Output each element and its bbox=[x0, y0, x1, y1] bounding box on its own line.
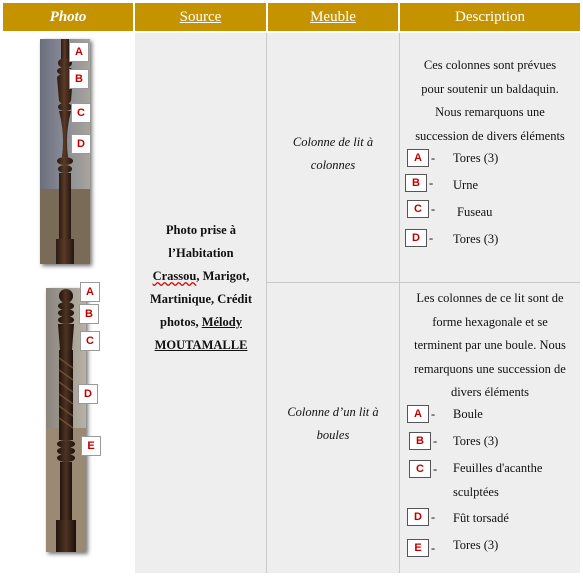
letter-label: B bbox=[409, 432, 431, 450]
meuble-name-1: Colonne de lit à colonnes bbox=[292, 135, 374, 172]
item-text: Fût torsadé bbox=[453, 511, 509, 525]
header-meuble: Meuble bbox=[268, 3, 398, 31]
photo-label: C bbox=[71, 103, 91, 123]
item-text: Tores (3) bbox=[453, 232, 499, 246]
source-text: Photo prise à l’Habitation Crassou, Marigot, Martinique, Crédit photos, Mélody MOUTAMALLE bbox=[149, 223, 253, 352]
item-text: Tores (3) bbox=[453, 538, 499, 552]
meuble-name-2: Colonne d’un lit à boules bbox=[287, 405, 379, 442]
item-text: Feuilles d'acanthe sculptées bbox=[453, 461, 543, 499]
list-item: B - bbox=[405, 174, 437, 192]
description-intro-1: Ces colonnes sont prévues pour soutenir un baldaquin. Nous remarquons une succession de divers éléments bbox=[415, 58, 565, 143]
letter-label: E bbox=[407, 539, 429, 557]
photo-label: D bbox=[71, 134, 91, 154]
letter-label: D bbox=[407, 508, 429, 526]
description-intro-2: Les colonnes de ce lit sont de forme hexagonale et se terminent par une boule. Nous remarquons une succession de divers éléments bbox=[414, 291, 566, 399]
letter-label: A bbox=[407, 405, 429, 423]
list-item: D - bbox=[405, 229, 437, 247]
item-text: Fuseau bbox=[457, 205, 493, 219]
letter-label: A bbox=[407, 149, 429, 167]
photo-label: B bbox=[79, 304, 99, 324]
letter-label: B bbox=[405, 174, 427, 192]
photo-label: A bbox=[80, 282, 100, 302]
list-item: E - bbox=[407, 539, 439, 557]
letter-label: D bbox=[405, 229, 427, 247]
photo-label: B bbox=[69, 69, 89, 89]
letter-label: C bbox=[409, 460, 431, 478]
header-source: Source bbox=[135, 3, 266, 31]
photo-label: D bbox=[78, 384, 98, 404]
photo-label: C bbox=[80, 331, 100, 351]
header-description: Description bbox=[400, 3, 580, 31]
list-item: D - bbox=[407, 508, 439, 526]
item-text: Tores (3) bbox=[453, 151, 499, 165]
list-item: B - bbox=[409, 432, 441, 450]
bed-column-photo-2 bbox=[46, 288, 86, 552]
list-item: C - bbox=[407, 200, 439, 218]
item-text: Boule bbox=[453, 407, 483, 421]
item-text: Urne bbox=[453, 178, 478, 192]
header-photo: Photo bbox=[3, 3, 133, 31]
letter-label: C bbox=[407, 200, 429, 218]
photo-label: A bbox=[69, 42, 89, 62]
list-item: A - bbox=[407, 149, 439, 167]
item-text: Tores (3) bbox=[453, 434, 499, 448]
list-item: C - bbox=[409, 460, 441, 478]
photo-label: E bbox=[81, 436, 101, 456]
list-item: A - bbox=[407, 405, 439, 423]
